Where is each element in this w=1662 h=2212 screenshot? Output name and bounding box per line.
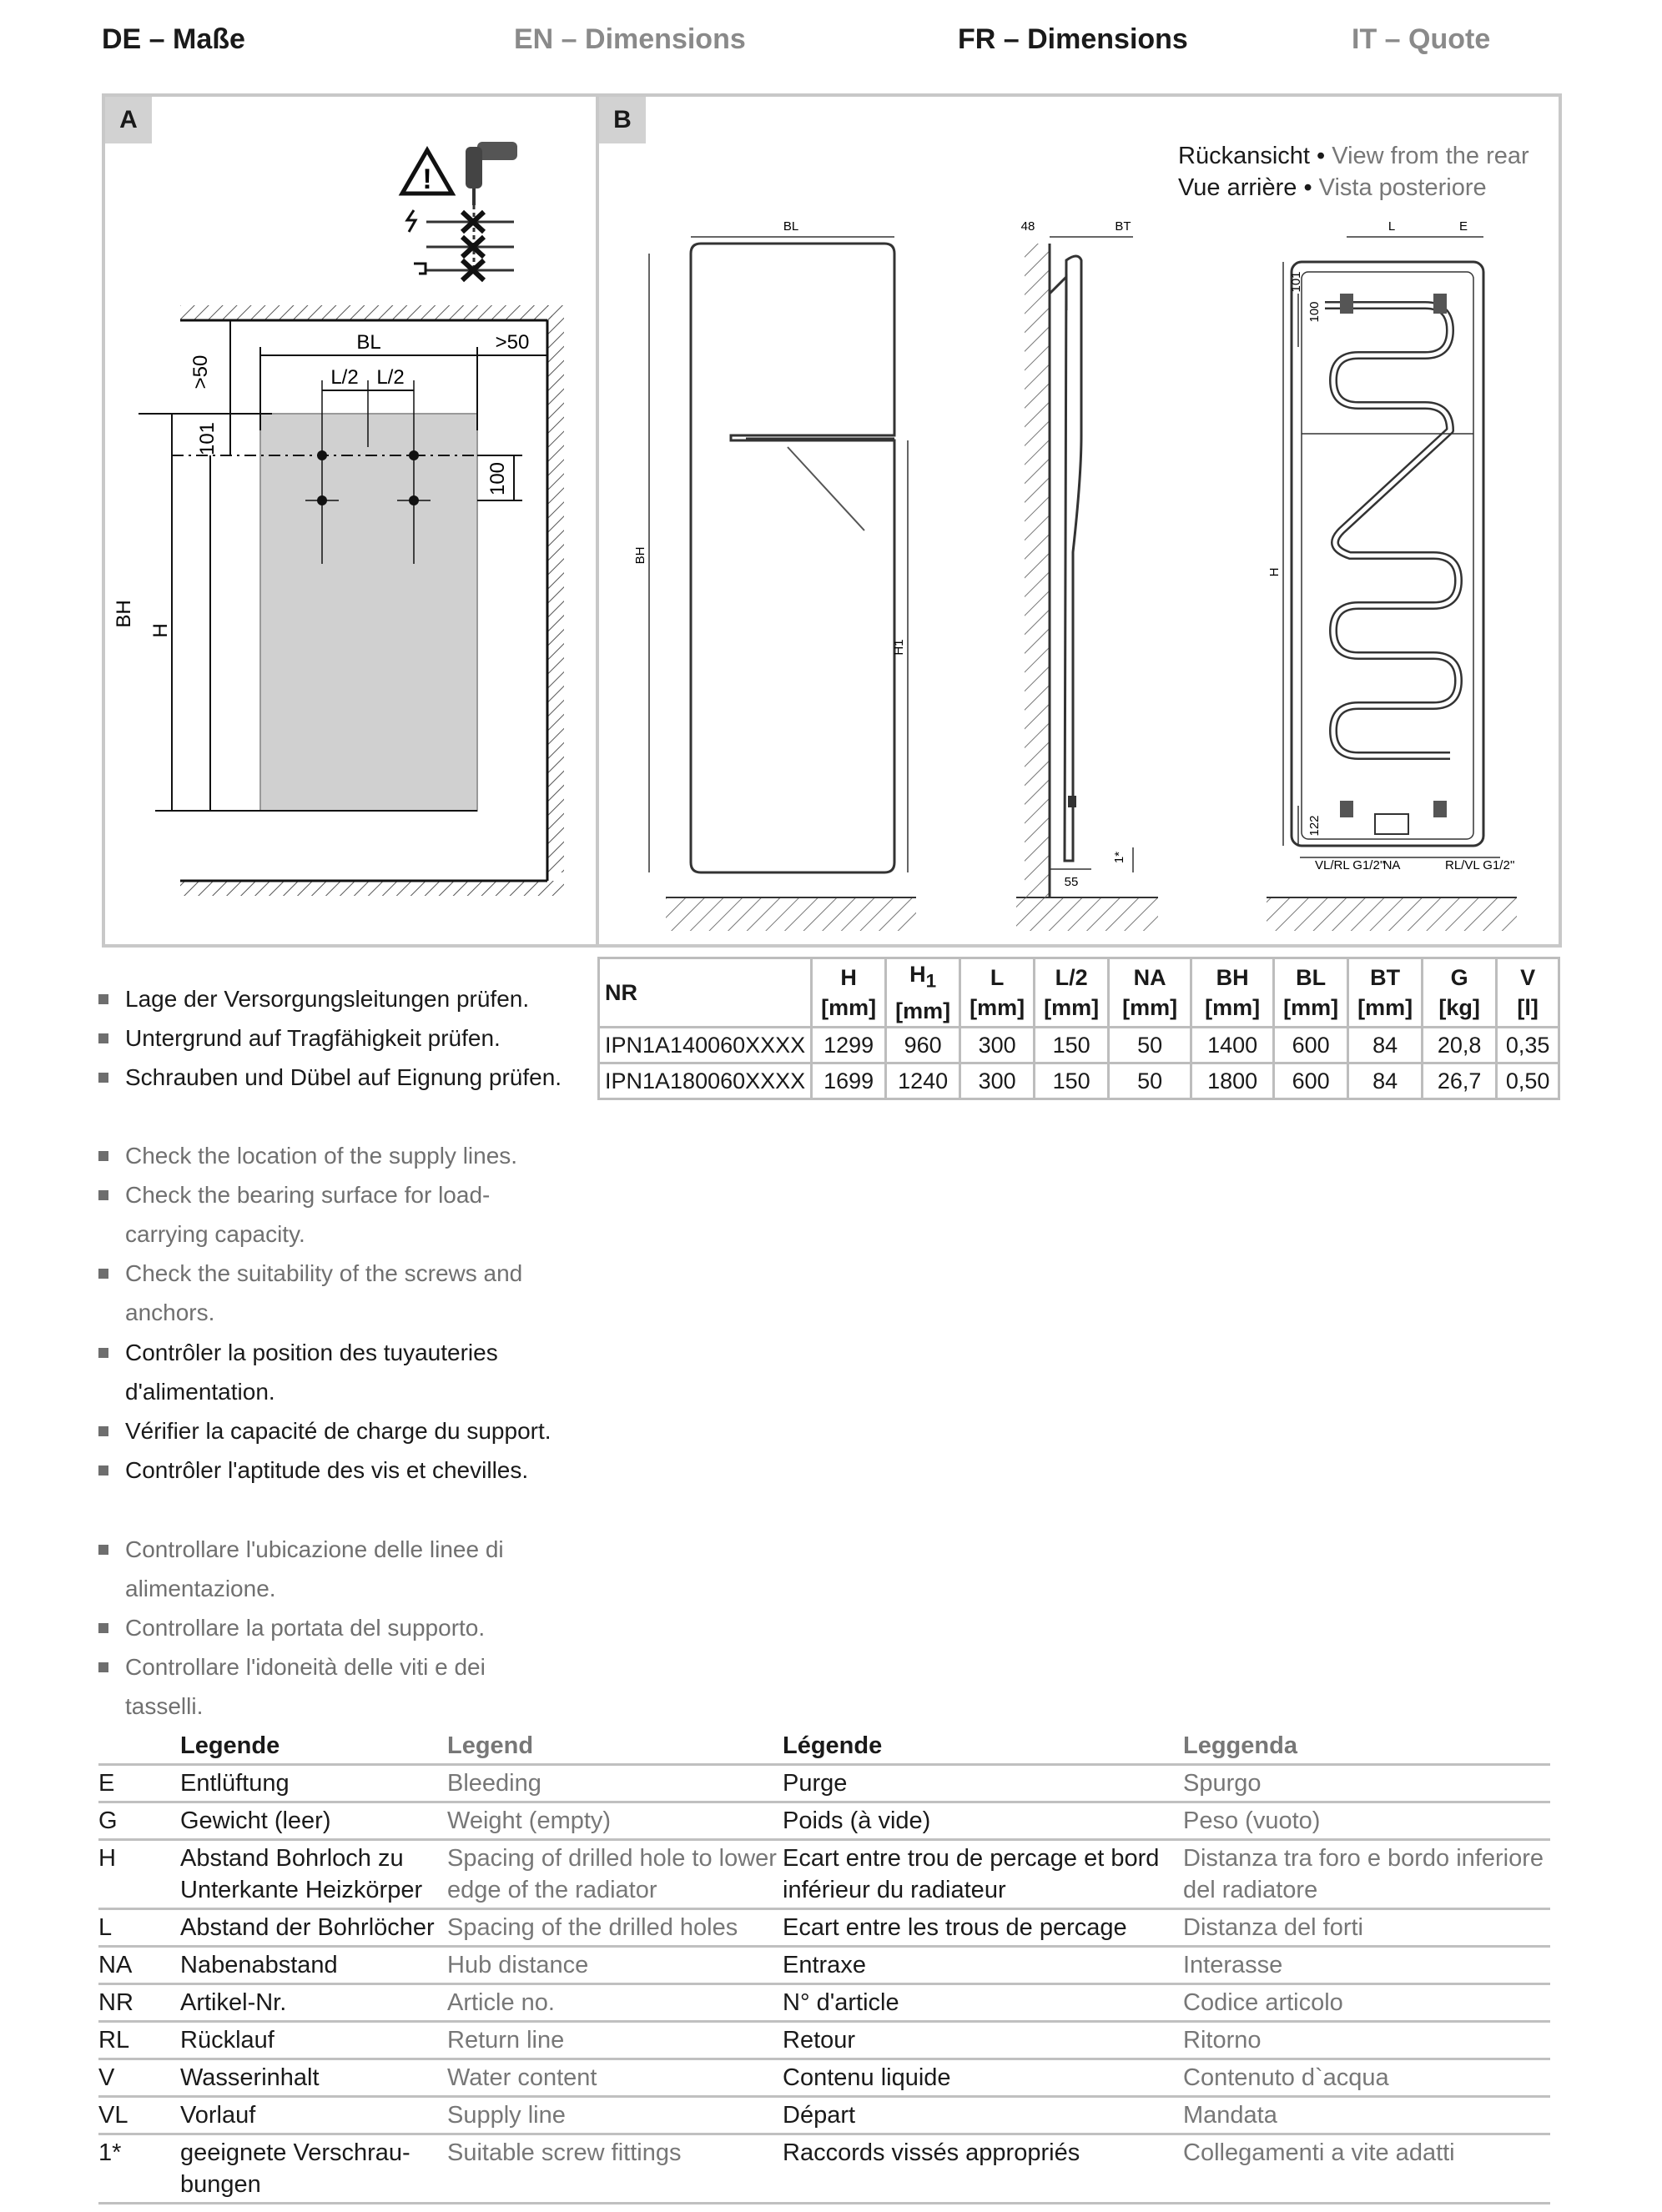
legend-row [98,1948,1550,1985]
table-cell: IPN1A140060XXXX [599,1028,812,1063]
spec-table [597,957,1560,1100]
legend-en: Spacing of drilled hole to lower edge of the radiator [447,1845,777,1903]
bullet-item: Controllare la portata del supporto. [98,1608,566,1647]
legend-head-en: Legend [447,1732,534,1759]
bullets-it [98,1530,566,1726]
legend-row [98,2135,1550,2204]
spec-table-header [599,958,1559,1028]
legend-key: RL [98,2027,130,2054]
legend-it: Mandata [1183,2102,1277,2129]
dim-101-rear: 101 [1289,271,1303,293]
table-cell: 0,35 [1497,1028,1559,1063]
bullet-item: Check the location of the supply lines. [98,1136,566,1175]
legend-header [98,1728,1550,1766]
col-bl: BL [mm] [1274,958,1348,1028]
legend-fr: Purge [783,1770,848,1797]
table-row [599,1028,1559,1063]
legend-key: H [98,1845,116,1872]
bullet-item: Schrauben und Dübel auf Eignung prüfen. [98,1058,566,1097]
legend-it: Distanza tra foro e bordo inferiore del radiatore [1183,1845,1544,1903]
bullet-item: Untergrund auf Tragfähigkeit prüfen. [98,1018,566,1058]
header-en: EN – Dimensions [514,23,746,55]
legend-key: NA [98,1952,133,1978]
dim-l-rear: L [1388,219,1396,234]
legend-de: Rücklauf [180,2027,274,2054]
table-cell: 50 [1109,1028,1191,1063]
legend-row [98,1985,1550,2023]
table-cell: 150 [1035,1028,1109,1063]
legend-en: Article no. [447,1989,555,2016]
dim-gt50-side: >50 [495,331,530,354]
dim-gt50-top: >50 [189,354,212,390]
table-cell: 600 [1274,1063,1348,1099]
legend-row [98,2060,1550,2098]
col-nr: NR [599,958,812,1028]
legend-it: Ritorno [1183,2027,1262,2054]
dim-bh-b: BH [633,546,647,565]
bullet-item: Controllare l'idoneità delle viti e dei tasselli. [98,1647,566,1726]
rear-view-de: Rückansicht [1178,143,1310,169]
legend-head-fr: Légende [783,1732,883,1759]
dim-bt: BT [1115,219,1131,234]
dim-bl: BL [356,331,381,354]
legend-de: Entlüftung [180,1770,290,1797]
legend-en: Bleeding [447,1770,541,1797]
col-v: V [l] [1497,958,1559,1028]
legend-fr: Ecart entre les trous de percage [783,1914,1127,1941]
bullets-de [98,979,566,1097]
legend-fr: N° d'article [783,1989,899,2016]
col-l2: L/2 [mm] [1035,958,1109,1028]
legend-key: NR [98,1989,133,2016]
panel-a-drawing [105,97,599,944]
legend-row [98,1803,1550,1841]
legend-it: Peso (vuoto) [1183,1807,1321,1834]
legend-fr: Contenu liquide [783,2064,951,2091]
legend-it: Interasse [1183,1952,1283,1978]
legend-en: Supply line [447,2102,566,2129]
bullets-fr [98,1333,566,1490]
legend-row [98,1910,1550,1948]
dim-l2-b: L/2 [376,366,405,389]
dim-e-rear: E [1458,219,1468,234]
table-cell: 26,7 [1423,1063,1497,1099]
bullet-item: Check the suitability of the screws and anchors. [98,1254,566,1332]
legend-en: Weight (empty) [447,1807,612,1834]
dim-h: H [149,623,172,638]
legend-head-de: Legende [180,1732,280,1759]
legend-key: 1* [98,2139,122,2166]
col-na: NA [mm] [1109,958,1191,1028]
col-l: L [mm] [960,958,1035,1028]
dim-rlvl: RL/VL G1/2'' [1445,858,1515,872]
table-cell: 84 [1348,1028,1423,1063]
dim-bl-b: BL [783,219,799,234]
bullet-item: Vérifier la capacité de charge du support. [98,1411,566,1450]
dim-100-rear: 100 [1307,301,1322,323]
rear-view-it: Vista posteriore [1318,174,1487,201]
legend-row [98,1766,1550,1803]
drill-icon [466,142,517,272]
dim-h-rear: H [1267,567,1282,577]
bullet-item: Lage der Versorgungsleitungen prüfen. [98,979,566,1018]
dim-na: NA [1382,858,1401,872]
legend-it: Distanza del forti [1183,1914,1363,1941]
dim-55: 55 [1064,875,1079,889]
legend-en: Hub distance [447,1952,589,1978]
legend-it: Contenuto d`acqua [1183,2064,1389,2091]
panel-b-drawing [599,97,1559,944]
dim-1star: 1* [1112,851,1126,864]
col-g: G [kg] [1423,958,1497,1028]
legend-row [98,2098,1550,2135]
table-cell: 150 [1035,1063,1109,1099]
legend-de: Vorlauf [180,2102,256,2129]
dim-101: 101 [196,421,219,456]
table-cell: 960 [886,1028,960,1063]
panel-b [596,93,1562,948]
legend-de: Gewicht (leer) [180,1807,331,1834]
caption-sep-2: • [1303,174,1312,201]
bullet-item: Contrôler la position des tuyauteries d'alimentation. [98,1333,566,1411]
legend-fr: Retour [783,2027,856,2054]
caption-sep-1: • [1317,143,1326,169]
dim-h1-b: H1 [892,639,906,656]
table-cell: 1699 [812,1063,886,1099]
bullet-item: Contrôler l'aptitude des vis et chevilles. [98,1450,566,1490]
table-cell: 0,50 [1497,1063,1559,1099]
legend-key: L [98,1914,113,1941]
legend-head-key [98,1728,180,1732]
table-cell: 1400 [1191,1028,1274,1063]
legend-de: Nabenabstand [180,1952,338,1978]
dim-100: 100 [486,461,509,496]
col-bh: BH [mm] [1191,958,1274,1028]
legend-key: VL [98,2102,128,2129]
warning-icon [402,150,452,195]
legend-en: Water content [447,2064,597,2091]
dim-122-rear: 122 [1307,815,1322,837]
legend-de: Wasserinhalt [180,2064,320,2091]
legend-key: G [98,1807,118,1834]
legend-fr: Départ [783,2102,856,2129]
legend-row [98,2023,1550,2060]
header-it: IT – Quote [1352,23,1491,55]
legend-key: E [98,1770,115,1797]
table-cell: 50 [1109,1063,1191,1099]
table-cell: 1299 [812,1028,886,1063]
legend-table [98,1728,1550,2204]
legend-row [98,1841,1550,1910]
legend-de: geeignete Verschrau-bungen [180,2139,410,2198]
table-cell: 84 [1348,1063,1423,1099]
header-de: DE – Maße [102,23,245,55]
bullet-item: Controllare l'ubicazione delle linee di alimentazione. [98,1530,566,1608]
table-cell: IPN1A180060XXXX [599,1063,812,1099]
table-row [599,1063,1559,1099]
table-cell: 300 [960,1063,1035,1099]
col-h: H [mm] [812,958,886,1028]
legend-fr: Ecart entre trou de percage et bord inférieur du radiateur [783,1845,1160,1903]
rear-view-fr: Vue arrière [1178,174,1297,201]
legend-en: Return line [447,2027,565,2054]
table-cell: 300 [960,1028,1035,1063]
legend-it: Spurgo [1183,1770,1262,1797]
table-cell: 600 [1274,1028,1348,1063]
legend-fr: Poids (à vide) [783,1807,931,1834]
panel-a [102,93,602,948]
legend-it: Collegamenti a vite adatti [1183,2139,1455,2166]
legend-de: Abstand der Bohrlöcher [180,1914,435,1941]
legend-key: V [98,2064,115,2091]
table-cell: 20,8 [1423,1028,1497,1063]
legend-de: Abstand Bohrloch zu Unterkante Heizkörper [180,1845,423,1903]
dim-bh: BH [113,600,135,628]
dim-vlrl: VL/RL G1/2'' [1315,858,1385,872]
legend-head-it: Leggenda [1183,1732,1297,1759]
legend-fr: Raccords vissés appropriés [783,2139,1080,2166]
table-cell: 1800 [1191,1063,1274,1099]
rear-view-en: View from the rear [1332,143,1529,169]
bullet-item: Check the bearing surface for load-carrying capacity. [98,1175,566,1254]
dim-48: 48 [1020,219,1035,234]
no-cable-icon [407,210,514,280]
dim-l2-a: L/2 [330,366,359,389]
col-h1: $H_1$ [mm] [886,958,960,1028]
legend-en: Spacing of the drilled holes [447,1914,738,1941]
header-fr: FR – Dimensions [958,23,1188,55]
bullets-en [98,1136,566,1332]
table-cell: 1240 [886,1063,960,1099]
col-bt: BT [mm] [1348,958,1423,1028]
legend-de: Artikel-Nr. [180,1989,287,2016]
legend-fr: Entraxe [783,1952,866,1978]
panel-b-label: B [599,97,646,143]
legend-it: Codice articolo [1183,1989,1343,2016]
svg-text:!: ! [422,163,432,195]
panel-a-label: A [105,97,152,143]
legend-en: Suitable screw fittings [447,2139,682,2166]
